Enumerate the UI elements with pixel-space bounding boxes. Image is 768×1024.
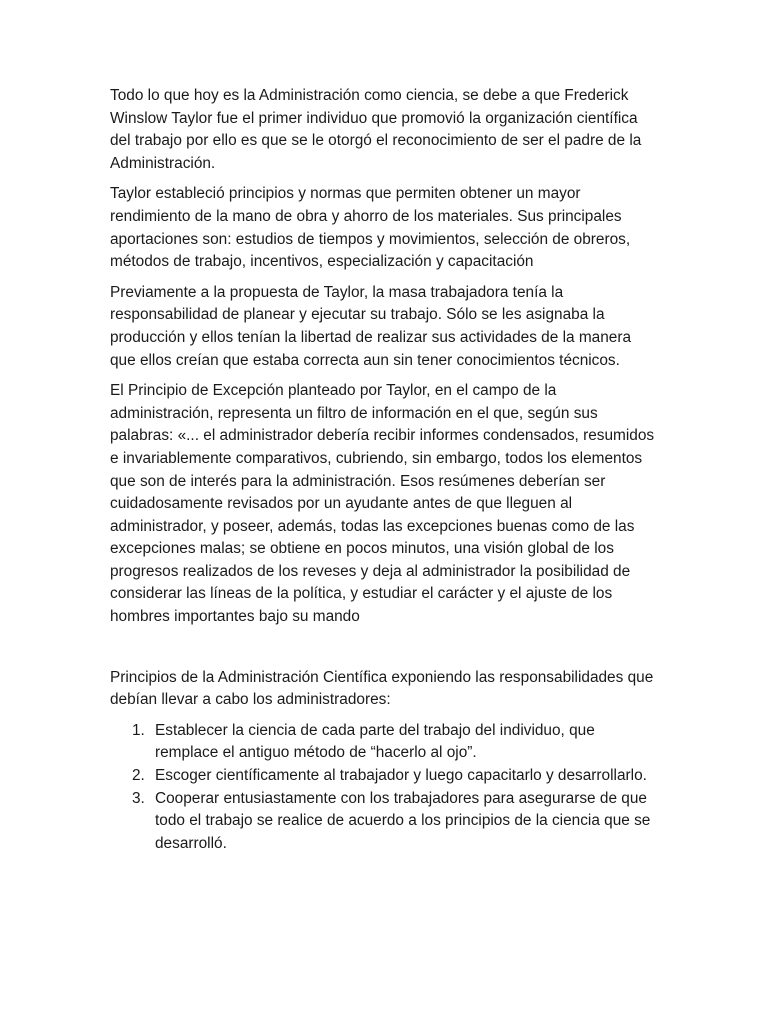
list-item xyxy=(110,765,660,788)
paragraph-exception-principle: El Principio de Excepción planteado por Taylor, en el campo de la administración, representa un filtro de información en el que, según sus palabras: «... el administrador debería recibir informes condensados, resumidos e invariablemente comparativos, cubriendo, sin embargo, todos los elementos que son de interés para la administración. Esos resúmenes deberían ser cuidadosamente revisados por un ayudante antes de que lleguen al administrador, y poseer, además, todas las excepciones buenas como de las excepciones malas; se obtiene en pocos minutos, una visión global de los progresos realizados de los reveses y deja al administrador la posibilidad de considerar las líneas de la política, y estudiar el carácter y el ajuste de los hombres importantes bajo su mando xyxy=(110,382,655,626)
document-page xyxy=(110,85,660,855)
paragraph-previous-workforce: Previamente a la propuesta de Taylor, la masa trabajadora tenía la responsabilidad de planear y ejecutar su trabajo. Sólo se les asignaba la producción y ellos tenían la libertad de realizar sus actividades de la manera que ellos creían que estaba correcta aun sin tener conocimientos técnicos. xyxy=(110,283,632,369)
principles-list xyxy=(110,720,660,856)
list-item-text: Cooperar entusiastamente con los trabajadores para asegurarse de que todo el trabajo se realice de acuerdo a los principios de la ciencia que se desarrolló. xyxy=(155,789,651,852)
list-item-number: 3. xyxy=(132,789,145,807)
paragraph-taylor-intro: Todo lo que hoy es la Administración como ciencia, se debe a que Frederick Winslow Taylor fue el primer individuo que promovió la organización científica del trabajo por ello es que se le otorgó el reconocimiento de ser el padre de la Administración. xyxy=(110,87,642,172)
paragraph-taylor-principles: Taylor estableció principios y normas que permiten obtener un mayor rendimiento de la mano de obra y ahorro de los materiales. Sus principales aportaciones son: estudios de tiempos y movimientos, selección de obreros, métodos de trabajo, incentivos, especialización y capacitación xyxy=(110,185,631,271)
list-item-number: 2. xyxy=(132,767,145,785)
list-item-text: Establecer la ciencia de cada parte del trabajo del individuo, que remplace el antiguo método de “hacerlo al ojo”. xyxy=(155,721,595,762)
list-item xyxy=(110,720,660,765)
list-item-text: Escoger científicamente al trabajador y luego capacitarlo y desarrollarlo. xyxy=(155,767,647,785)
principles-intro: Principios de la Administración Científica exponiendo las responsabilidades que debían llevar a cabo los administradores: xyxy=(110,668,654,709)
list-item xyxy=(110,788,660,856)
list-item-number: 1. xyxy=(132,721,145,739)
